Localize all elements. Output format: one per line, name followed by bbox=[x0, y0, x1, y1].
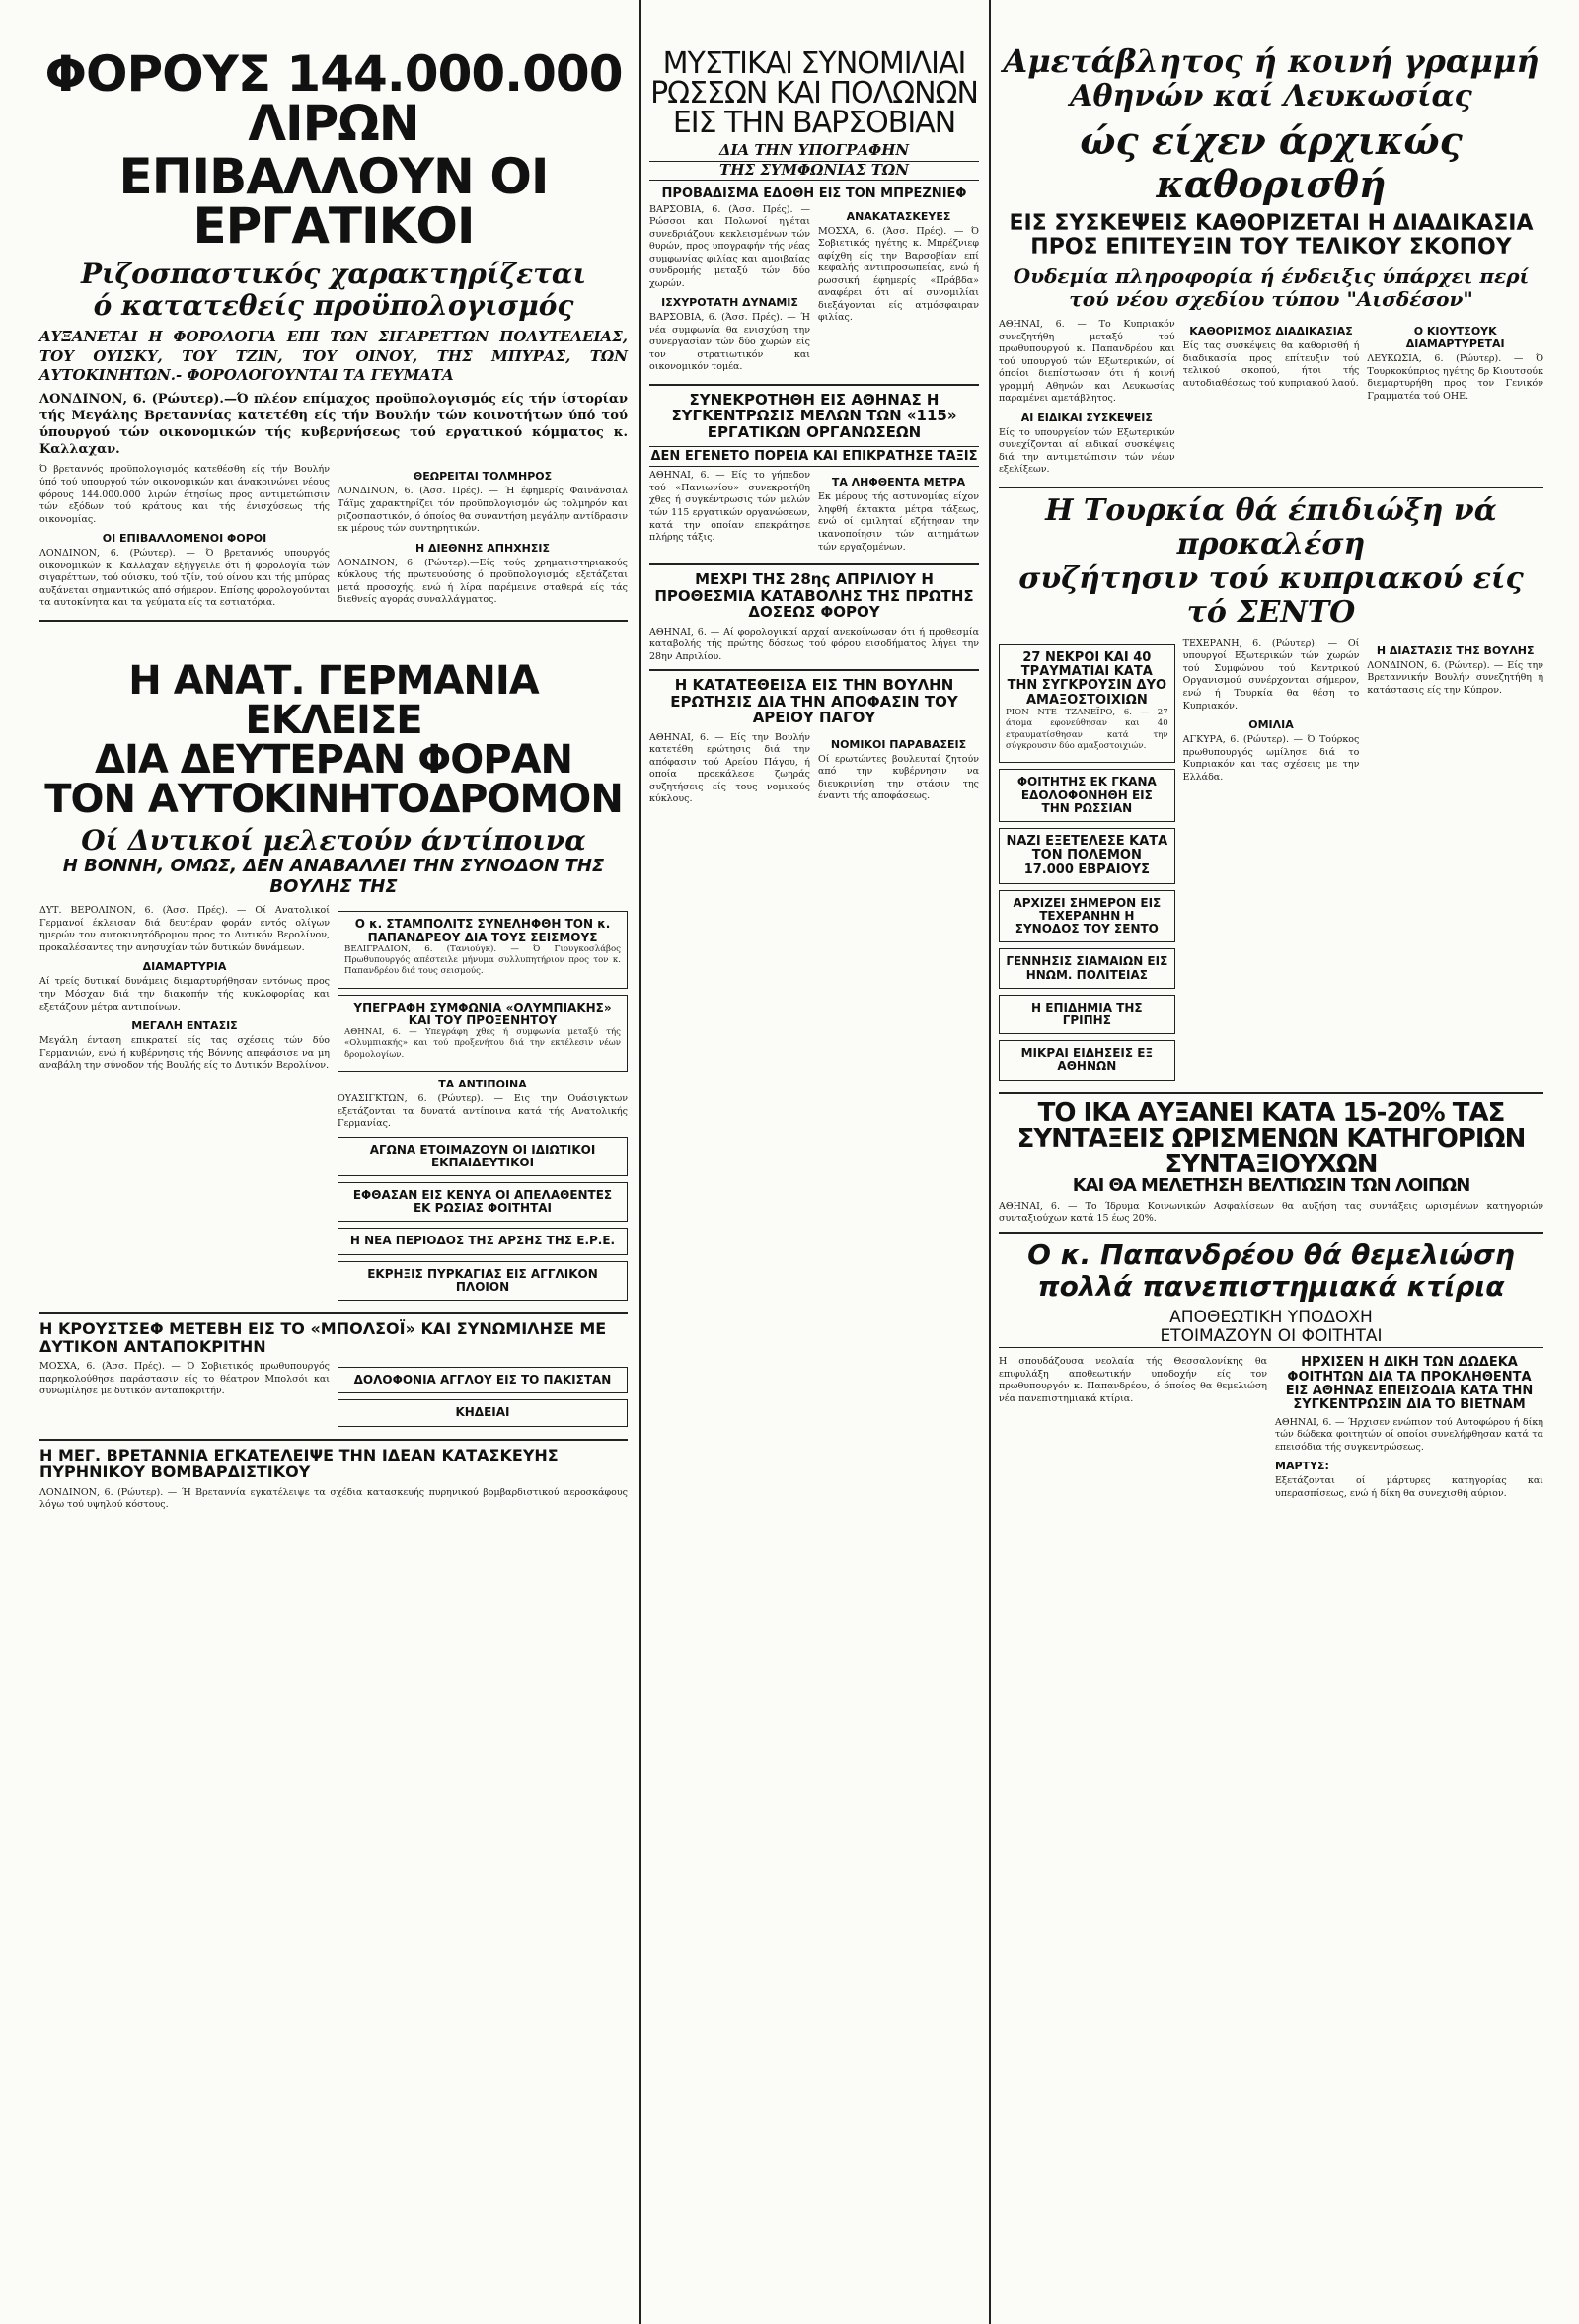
box-title: Η ΝΕΑ ΠΕΡΙΟΔΟΣ ΤΗΣ ΑΡΣΗΣ ΤΗΣ Ε.Ρ.Ε. bbox=[349, 1234, 616, 1248]
subheading: ΔΙΑΜΑΡΤΥΡΙΑ bbox=[142, 960, 227, 974]
news-box bbox=[338, 1182, 628, 1222]
column-middle bbox=[649, 0, 979, 810]
headline: Αθηνών καί Λευκωσίας bbox=[1070, 78, 1472, 113]
subheading: ΑΝΑΚΑΤΑΣΚΕΥΕΣ bbox=[846, 209, 951, 223]
box-title: ΜΙΚΡΑΙ ΕΙΔΗΣΕΙΣ ΕΞ ΑΘΗΝΩΝ bbox=[1020, 1046, 1154, 1074]
headline: Η Τουρκία θά έπιδιώξη νά προκαλέση bbox=[1045, 492, 1497, 562]
headline: Η ΑΝΑΤ. ΓΕΡΜΑΝΙΑ ΕΚΛΕΙΣΕ bbox=[128, 657, 539, 743]
paragraph: ΑΘΗΝΑΙ, 6. — Αί φορολογικαί αρχαί ανεκοίνωσαν ότι ή προθεσμία καταβολής τής πρώτης δόσεως τού φόρου εισοδήματος λήγει την 28ην Απριλίου. bbox=[649, 626, 979, 662]
paragraph: Ό βρεταννός προϋπολογισμός κατεθέσθη είς τήν Βουλήν ύπό τού υπουργού τών οικονομικών και άνακοινώνει νέους φόρους 144.000.000 λιρών έτησίως προς αντιμετώπισιν τών εξόδων τού κράτους και τής ένισχύσεως τής οικονομίας. bbox=[39, 464, 330, 525]
news-box bbox=[338, 911, 628, 988]
headline: ΤΟΝ ΑΥΤΟΚΙΝΗΤΟΔΡΟΜΟΝ bbox=[44, 776, 623, 822]
box-title: ΕΚΡΗΞΙΣ ΠΥΡΚΑΓΙΑΣ ΕΙΣ ΑΓΓΛΙΚΟΝ ΠΛΟΙΟΝ bbox=[367, 1266, 598, 1294]
divider bbox=[39, 1312, 628, 1314]
news-box bbox=[338, 995, 628, 1072]
paragraph: ΜΟΣΧΑ, 6. (Άσσ. Πρές). — Ό Σοβιετικός ηγέτης κ. Μπρέζνιεφ αφίχθη είς την Βαρσοβίαν επί κεφαλής αντιπροσωπείας, ενώ ή ρωσσική έφημερίς «Πράβδα» αναφέρει ότι αί συνομιλίαι διεξάγονται είς ατμόσφαιραν φιλίας. bbox=[818, 225, 979, 324]
subheading: ΚΑΘΟΡΙΣΜΟΣ ΔΙΑΔΙΚΑΣΙΑΣ bbox=[1189, 325, 1353, 338]
subheading: ΙΣΧΥΡΟΤΑΤΗ ΔΥΝΑΜΙΣ bbox=[661, 296, 798, 310]
paragraph: ΑΘΗΝΑΙ, 6. — Το Κυπριακόν συνεζητήθη μεταξύ τού πρωθυπουργού κ. Παπανδρέου και τού υπουργού τών Εξωτερικών, οί όποίοι διεπίστωσαν ότι ή κοινή γραμμή Αθηνών και Λευκωσίας παραμένει αμετάβλητος. bbox=[999, 319, 1175, 405]
headline: ΗΡΧΙΣΕΝ Η ΔΙΚΗ ΤΩΝ ΔΩΔΕΚΑ ΦΟΙΤΗΤΩΝ ΔΙΑ ΤΑ ΠΡΟΚΛΗΘΕΝΤΑ ΕΙΣ ΑΘΗΝΑΣ ΕΠΕΙΣΟΔΙΑ ΚΑΤΑ ΤΗΝ ΣΥΓΚΕΝΤΡΩΣΙΝ ΔΙΑ ΤΟ ΒΙΕΤΝΑΜ bbox=[1285, 1355, 1534, 1413]
deck: ΠΡΟΣ ΕΠΙΤΕΥΞΙΝ ΤΟΥ ΤΕΛΙΚΟΥ ΣΚΟΠΟΥ bbox=[1030, 234, 1512, 260]
deck: Η ΒΟΝΝΗ, ΟΜΩΣ, ΔΕΝ ΑΝΑΒΑΛΛΕΙ ΤΗΝ ΣΥΝΟΔΟΝ ΤΗΣ ΒΟΥΛΗΣ ΤΗΣ bbox=[62, 855, 605, 897]
paragraph: Εκ μέρους τής αστυνομίας είχον ληφθή έκτακτα μέτρα τάξεως, ενώ οί ομιληταί εζήτησαν την ικανοποίησιν τών αιτημάτων τών εργαζομένων. bbox=[818, 491, 979, 553]
article-columns bbox=[39, 464, 628, 613]
paragraph: ΑΘΗΝΑΙ, 6. — Ήρχισεν ενώπιον τού Αυτοφώρου ή δίκη τών δώδεκα φοιτητών οί οποίοι συνελήφθησαν κατά τα επεισόδια τής συγκεντρώσεως. bbox=[1275, 1416, 1543, 1453]
deck: ΤΗΣ ΣΥΜΦΩΝΙΑΣ ΤΩΝ bbox=[649, 161, 979, 180]
news-box bbox=[999, 644, 1175, 764]
news-box bbox=[338, 1261, 628, 1301]
divider bbox=[999, 487, 1543, 488]
subheading: ΘΕΩΡΕΙΤΑΙ ΤΟΛΜΗΡΟΣ bbox=[413, 470, 553, 484]
paragraph: ΛΟΝΔΙΝΟΝ, 6. (Ρώυτερ). — Ή Βρεταννία εγκατέλειψε τα σχέδια κατασκευής πυρηνικού βομβαρδιστικού αεροσκάφους λόγω τού υψηλού κόστους. bbox=[39, 1486, 628, 1511]
news-box bbox=[999, 995, 1175, 1034]
divider bbox=[999, 1232, 1543, 1234]
headline: ΔΙΑ ΔΕΥΤΕΡΑΝ ΦΟΡΑΝ bbox=[94, 736, 572, 783]
subheading: Ο ΚΙΟΥΤΣΟΥΚ ΔΙΑΜΑΡΤΥΡΕΤΑΙ bbox=[1405, 325, 1505, 351]
column-rule bbox=[989, 0, 991, 2324]
paragraph: ΜΟΣΧΑ, 6. (Άσσ. Πρές). — Ό Σοβιετικός πρωθυπουργός παρηκολούθησε παράστασιν είς το θέατρον Μπολσόι και συνωμίλησε με δυτικόν ανταποκριτήν. bbox=[39, 1361, 330, 1397]
box-title: ΓΕΝΝΗΣΙΣ ΣΙΑΜΑΙΩΝ ΕΙΣ ΗΝΩΜ. ΠΟΛΙΤΕΙΑΣ bbox=[1006, 954, 1168, 982]
deck: Οί Δυτικοί μελετούν άντίποινα bbox=[81, 823, 586, 857]
paragraph: ΛΟΝΔΙΝΟΝ, 6. (Άσσ. Πρές). — Ή έφημερίς Φαϊνάνσιαλ Τάϊμς χαρακτηρίζει τόν προϋπολογισμόν ώς τολμηρόν και ριζοσπαστικόν, ό όποίος θα συναντήση μεγάλην αντίδρασιν εκ μέρους τών συντηρητικών. bbox=[338, 486, 628, 535]
headline: Η ΜΕΓ. ΒΡΕΤΑΝΝΙΑ ΕΓΚΑΤΕΛΕΙΨΕ ΤΗΝ ΙΔΕΑΝ ΚΑΤΑΣΚΕΥΗΣ ΠΥΡΗΝΙΚΟΥ ΒΟΜΒΑΡΔΙΣΤΙΚΟΥ bbox=[39, 1445, 559, 1482]
news-box bbox=[338, 1228, 628, 1254]
article-columns bbox=[649, 470, 979, 558]
headline: ΡΩΣΣΩΝ ΚΑΙ ΠΟΛΩΝΩΝ bbox=[650, 76, 978, 111]
subheading: ΠΡΟΒΑΔΙΣΜΑ ΕΔΟΘΗ ΕΙΣ ΤΟΝ ΜΠΡΕΖΝΙΕΦ bbox=[661, 186, 967, 201]
paragraph: ΑΓΚΥΡΑ, 6. (Ρώυτερ). — Ό Τούρκος πρωθυπουργός ωμίλησε διά το Κυπριακόν και τας σχέσεις με την Ελλάδα. bbox=[1182, 734, 1360, 783]
lede: ΑΥΞΑΝΕΤΑΙ Η ΦΟΡΟΛΟΓΙΑ ΕΠΙ ΤΩΝ ΣΙΓΑΡΕΤΤΩΝ ΠΟΛΥΤΕΛΕΙΑΣ, ΤΟΥ ΟΥΙΣΚΥ, ΤΟΥ ΤΖΙΝ, ΤΟΥ ΟΙΝΟΥ, ΤΗΣ ΜΠΥΡΑΣ, ΤΩΝ ΑΥΤΟΚΙΝΗΤΩΝ.- ΦΟΡΟΛΟΓΟΥΝΤΑΙ ΤΑ ΓΕΥΜΑΤΑ bbox=[39, 328, 628, 385]
deck: ΑΠΟΘΕΩΤΙΚΗ ΥΠΟΔΟΧΗ bbox=[1169, 1308, 1373, 1328]
subheading: ΝΟΜΙΚΟΙ ΠΑΡΑΒΑΣΕΙΣ bbox=[830, 737, 967, 751]
headline: Η ΚΑΤΑΤΕΘΕΙΣΑ ΕΙΣ ΤΗΝ ΒΟΥΛΗΝ ΕΡΩΤΗΣΙΣ ΔΙΑ ΤΗΝ ΑΠΟΦΑΣΙΝ ΤΟΥ ΑΡΕΙΟΥ ΠΑΓΟΥ bbox=[670, 676, 958, 727]
article-columns bbox=[999, 638, 1543, 1087]
paragraph: ΒΑΡΣΟΒΙΑ, 6. (Άσσ. Πρές). — Ρώσσοι και Πολωνοί ηγέται συνεδριάζουν κεκλεισμένων τών θυρών, προς υπογραφήν τής νέας συμφωνίας φιλίας και αμοιβαίας συνδρομής μεταξύ τών δύο χωρών. bbox=[649, 203, 810, 289]
box-title: ΥΠΕΓΡΑΦΗ ΣΥΜΦΩΝΙΑ «ΟΛΥΜΠΙΑΚΗΣ» ΚΑΙ ΤΟΥ ΠΡΟΞΕΝΗΤΟΥ bbox=[353, 1000, 612, 1027]
subheading: Η ΔΙΑΣΤΑΣΙΣ ΤΗΣ ΒΟΥΛΗΣ bbox=[1376, 643, 1535, 657]
headline: ΕΙΣ ΤΗΝ ΒΑΡΣΟΒΙΑΝ bbox=[672, 106, 956, 140]
news-box bbox=[338, 1399, 628, 1426]
news-box bbox=[999, 890, 1175, 943]
deck: ό κατατεθείς προϋπολογισμός bbox=[93, 289, 574, 323]
news-box bbox=[338, 1137, 628, 1176]
paragraph: ΑΘΗΝΑΙ, 6. — Είς το γήπεδον τού «Πανιωνίου» συνεκροτήθη χθες ή συγκέντρωσις τών μελών τών 115 εργατικών οργανώσεων, κατά την οποίαν επεκράτησε πλήρης τάξις. bbox=[649, 470, 810, 544]
subheading: ΤΑ ΛΗΦΘΕΝΤΑ ΜΕΤΡΑ bbox=[831, 476, 966, 489]
headline: ΕΠΙΒΑΛΛΟΥΝ ΟΙ ΕΡΓΑΤΙΚΟΙ bbox=[118, 148, 549, 255]
headline: πολλά πανεπιστημιακά κτίρια bbox=[1037, 1269, 1505, 1303]
deck: ΔΙΑ ΤΗΝ ΥΠΟΓΡΑΦΗΝ bbox=[718, 141, 910, 159]
headline: ΚΑΙ ΘΑ ΜΕΛΕΤΗΣΗ ΒΕΛΤΙΩΣΙΝ ΤΩΝ ΛΟΙΠΩΝ bbox=[1072, 1174, 1470, 1196]
headline: ΣΥΝΕΚΡΟΤΗΘΗ ΕΙΣ ΑΘΗΝΑΣ Η ΣΥΓΚΕΝΤΡΩΣΙΣ ΜΕΛΩΝ ΤΩΝ «115» ΕΡΓΑΤΙΚΩΝ ΟΡΓΑΝΩΣΕΩΝ bbox=[671, 390, 957, 441]
box-text: ΡΙΟΝ ΝΤΕ ΤΖΑΝΕΪΡΟ, 6. — 27 άτομα εφονεύθησαν και 40 ετραυματίσθησαν κατά την σύγκρουσιν δύο αμαξοστοιχιών. bbox=[1006, 708, 1168, 752]
paragraph: Μεγάλη ένταση επικρατεί είς τας σχέσεις τών δύο Γερμανιών, ενώ ή κυβέρνησις τής Βόννης απεφάσισε να μη αναβάλη την σύνοδον τής Βουλής είς το Δυτικόν Βερολίνον. bbox=[39, 1035, 330, 1072]
box-title: ΕΦΘΑΣΑΝ ΕΙΣ ΚΕΝΥΑ ΟΙ ΑΠΕΛΑΘΕΝΤΕΣ ΕΚ ΡΩΣΙΑΣ ΦΟΙΤΗΤΑΙ bbox=[352, 1188, 613, 1216]
deck: ΕΤΟΙΜΑΖΟΥΝ ΟΙ ΦΟΙΤΗΤΑΙ bbox=[999, 1327, 1543, 1349]
box-title: ΦΟΙΤΗΤΗΣ ΕΚ ΓΚΑΝΑ ΕΔΟΛΟΦΟΝΗΘΗ ΕΙΣ ΤΗΝ ΡΩΣΣΙΑΝ bbox=[1016, 775, 1157, 815]
news-box bbox=[999, 769, 1175, 822]
divider bbox=[649, 563, 979, 565]
divider bbox=[39, 620, 628, 622]
divider bbox=[649, 669, 979, 671]
paragraph: Αί τρείς δυτικαί δυνάμεις διεμαρτυρήθησαν εντόνως προς την Μόσχαν διά την διακοπήν τής κυκλοφορίας και εξετάζουν μέτρα αντιποίνων. bbox=[39, 976, 330, 1012]
headline: ώς είχεν άρχικώς καθορισθή bbox=[1080, 118, 1463, 206]
paragraph: Εξετάζονται οί μάρτυρες κατηγορίας και υπερασπίσεως, ενώ ή δίκη θα συνεχισθή αύριον. bbox=[1275, 1475, 1543, 1499]
paragraph: ΛΟΝΔΙΝΟΝ, 6. (Ρώυτερ). — Ό βρεταννός υπουργός οικονομικών κ. Καλλαχαν εξήγγειλε ότι ή φορολογία τών σιγαρέττων, τού ούισκυ, τού τζίν, τού οίνου και τής μπύρας αυξάνεται σημαντικώς από σήμερον. Επίσης φορολογούνται τα αυτοκίνητα και τα γεύματα είς τα εστιατόρια. bbox=[39, 548, 330, 609]
paragraph: Οί ερωτώντες βουλευταί ζητούν από την κυβέρνησιν να διευκρινίση την στάσιν της έναντι τής αποφάσεως. bbox=[818, 753, 979, 802]
lead-paragraph: ΛΟΝΔΙΝΟΝ, 6. (Ρώυτερ).—Ό πλέον επίμαχος προϋπολογισμός είς τήν ίστορίαν τής Μεγάλης Βρεταννίας κατετέθη είς τήν Βουλήν τών κοινοτήτων ύπό τού ύπουργού τών οικονομικών τής κυβερνήσεως τού εργατικού κόμματος κ. Καλλαχαν. bbox=[39, 391, 628, 457]
headline: Αμετάβλητος ή κοινή γραμμή bbox=[1003, 42, 1540, 80]
news-box bbox=[999, 1040, 1175, 1080]
paragraph: ΤΕΧΕΡΑΝΗ, 6. (Ρώυτερ). — Οί υπουργοί Εξωτερικών τών χωρών τού Συμφώνου τού Κεντρικού Οργανισμού συνέρχονται σήμερον, ενώ ή Τουρκία θα θέση το Κυπριακόν. bbox=[1182, 637, 1360, 712]
headline: ΦΟΡΟΥΣ 144.000.000 ΛΙΡΩΝ bbox=[44, 45, 623, 152]
column-left bbox=[39, 0, 628, 1516]
subheading: ΜΕΓΑΛΗ ΕΝΤΑΣΙΣ bbox=[131, 1019, 238, 1033]
headline: συζήτησιν τού κυπριακού είς τό ΣΕΝΤΟ bbox=[1018, 561, 1524, 631]
article-columns bbox=[649, 732, 979, 810]
paragraph: Η σπουδάζουσα νεολαία τής Θεσσαλονίκης θα επιφυλάξη αποθεωτικήν υποδοχήν είς τον πρωθυπουργόν κ. Παπανδρέου, ό όποίος θα θεμελιώση νέα πανεπιστημιακά κτίρια. bbox=[999, 1356, 1267, 1404]
paragraph: ΑΘΗΝΑΙ, 6. — Το Ίδρυμα Κοινωνικών Ασφαλίσεων θα αυξήση τας συντάξεις ωρισμένων κατηγοριών συνταξιούχων κατά 15 έως 20%. bbox=[999, 1200, 1543, 1225]
article-columns bbox=[39, 1361, 628, 1432]
divider bbox=[39, 1439, 628, 1441]
divider bbox=[649, 384, 979, 386]
article-columns bbox=[649, 204, 979, 378]
paragraph: ΔΥΤ. ΒΕΡΟΛΙΝΟΝ, 6. (Άσσ. Πρές). — Οί Ανατολικοί Γερμανοί έκλεισαν διά δευτέραν φοράν εντός ολίγων ημερών τον αυτοκινητόδρομον προς το Δυτικόν Βερολίνον, προκαλέσαντες την ανησυχίαν τών δυτικών δυνάμεων. bbox=[39, 905, 330, 953]
divider bbox=[999, 1092, 1543, 1094]
box-title: 27 ΝΕΚΡΟΙ ΚΑΙ 40 ΤΡΑΥΜΑΤΙΑΙ ΚΑΤΑ ΤΗΝ ΣΥΓΚΡΟΥΣΙΝ ΔΥΟ ΑΜΑΞΟΣΤΟΙΧΙΩΝ bbox=[1007, 649, 1167, 708]
news-box bbox=[999, 948, 1175, 988]
deck: ΕΙΣ ΣΥΣΚΕΨΕΙΣ ΚΑΘΟΡΙΖΕΤΑΙ Η ΔΙΑΔΙΚΑΣΙΑ bbox=[1009, 210, 1534, 236]
box-title: ΑΡΧΙΖΕΙ ΣΗΜΕΡΟΝ ΕΙΣ ΤΕΧΕΡΑΝΗΝ Η ΣΥΝΟΔΟΣ ΤΟΥ ΣΕΝΤΟ bbox=[1013, 895, 1162, 937]
box-text: ΑΘΗΝΑΙ, 6. — Υπεγράφη χθες ή συμφωνία μεταξύ τής «Ολυμπιακής» και τού προξενήτου διά την εκτέλεσιν νέων δρομολογίων. bbox=[344, 1027, 621, 1060]
article-columns bbox=[39, 905, 628, 1307]
deck: Ριζοσπαστικός χαρακτηρίζεται bbox=[80, 258, 587, 290]
paragraph: Είς τας συσκέψεις θα καθορισθή ή διαδικασία προς επίτευξιν τού τελικού σκοπού, ήτοι τής αυτοδιαθέσεως τού κυπριακού λαού. bbox=[1182, 340, 1360, 389]
box-title: Η ΕΠΙΔΗΜΙΑ ΤΗΣ ΓΡΙΠΗΣ bbox=[1031, 1000, 1143, 1028]
paragraph: Είς το υπουργείον τών Εξωτερικών συνεχίζονται αί ειδικαί συσκέψεις διά την αντιμετώπισιν τών νέων εξελίξεων. bbox=[999, 426, 1175, 476]
subheading: ΟΜΙΛΙΑ bbox=[1248, 718, 1294, 732]
news-box bbox=[338, 1367, 628, 1393]
headline: Ο κ. Παπανδρέου θά θεμελιώση bbox=[1027, 1237, 1515, 1271]
article-columns bbox=[999, 1356, 1543, 1504]
box-title: ΔΟΛΟΦΟΝΙΑ ΑΓΓΛΟΥ ΕΙΣ ΤΟ ΠΑΚΙΣΤΑΝ bbox=[353, 1373, 612, 1387]
headline: ΜΥΣΤΙΚΑΙ ΣΥΝΟΜΙΛΙΑΙ bbox=[662, 46, 966, 81]
deck: Ουδεμία πληροφορία ή ένδειξις ύπάρχει περί τού νέου σχεδίου τύπου "Αισδέσον" bbox=[1013, 264, 1530, 312]
column-right bbox=[999, 0, 1543, 1504]
box-title: Ο κ. ΣΤΑΜΠΟΛΙΤΣ ΣΥΝΕΛΗΦΘΗ ΤΟΝ κ. ΠΑΠΑΝΔΡΕΟΥ ΔΙΑ ΤΟΥΣ ΣΕΙΣΜΟΥΣ bbox=[354, 917, 611, 944]
paragraph: ΑΘΗΝΑΙ, 6. — Είς την Βουλήν κατετέθη ερώτησις διά την απόφασιν τού Αρείου Πάγου, ή οποία προεκάλεσε ζωηράς συζητήσεις είς τους νομικούς κύκλους. bbox=[649, 731, 810, 805]
box-text: ΒΕΛΙΓΡΑΔΙΟΝ, 6. (Τανιούγκ). — Ό Γιουγκοσλάβος Πρωθυπουργός απέστειλε μήνυμα συλλυπητήριον προς τον κ. Παπανδρέου διά τους σεισμούς. bbox=[344, 943, 621, 977]
headline: Η ΚΡΟΥΣΤΣΕΦ ΜΕΤΕΒΗ ΕΙΣ ΤΟ «ΜΠΟΛΣΟΪ» ΚΑΙ ΣΥΝΩΜΙΛΗΣΕ ΜΕ ΔΥΤΙΚΟΝ ΑΝΤΑΠΟΚΡΙΤΗΝ bbox=[39, 1319, 607, 1356]
subheading: ΔΕΝ ΕΓΕΝΕΤΟ ΠΟΡΕΙΑ ΚΑΙ ΕΠΙΚΡΑΤΗΣΕ ΤΑΞΙΣ bbox=[649, 446, 979, 467]
headline: ΤΟ ΙΚΑ ΑΥΞΑΝΕΙ ΚΑΤΑ 15-20% ΤΑΣ ΣΥΝΤΑΞΕΙΣ ΩΡΙΣΜΕΝΩΝ ΚΑΤΗΓΟΡΙΩΝ ΣΥΝΤΑΞΙΟΥΧΩΝ bbox=[1016, 1097, 1526, 1179]
subheading: ΤΑ ΑΝΤΙΠΟΙΝΑ bbox=[438, 1078, 527, 1091]
paragraph: ΟΥΑΣΙΓΚΤΩΝ, 6. (Ρώυτερ). — Εις την Ουάσιγκτων εξετάζονται τα δυνατά αντίποινα κατά τής Ανατολικής Γερμανίας. bbox=[338, 1093, 628, 1130]
news-box bbox=[999, 828, 1175, 884]
paragraph: ΛΟΝΔΙΝΟΝ, 6. (Ρώυτερ). — Είς την Βρεταννικήν Βουλήν συνεζητήθη ή κατάστασις είς την Κύπρον. bbox=[1367, 659, 1544, 696]
subheading: ΑΙ ΕΙΔΙΚΑΙ ΣΥΣΚΕΨΕΙΣ bbox=[1020, 411, 1153, 424]
paragraph: ΛΟΝΔΙΝΟΝ, 6. (Ρώυτερ).—Είς τούς χρηματιστηριακούς κύκλους τής πρωτευούσης ό προϋπολογισμός εξετάζεται μετά προσοχής, ενώ ή λίρα παρέμεινε σταθερά είς τάς διεθνείς αγοράς συναλλάγματος. bbox=[338, 557, 628, 606]
article-columns bbox=[999, 319, 1543, 481]
paragraph: ΛΕΥΚΩΣΙΑ, 6. (Ρώυτερ). — Ό Τουρκοκύπριος ηγέτης δρ Κιουτσούκ διεμαρτυρήθη προς τον Γενικόν Γραμματέα τού ΟΗΕ. bbox=[1367, 353, 1544, 402]
paragraph: ΒΑΡΣΟΒΙΑ, 6. (Άσσ. Πρές). — Ή νέα συμφωνία θα ενισχύση την συνεργασίαν τών δύο χωρών είς τον στρατιωτικόν και οικονομικόν τομέα. bbox=[649, 312, 810, 373]
box-title: ΚΗΔΕΙΑΙ bbox=[455, 1405, 510, 1420]
subheading: ΟΙ ΕΠΙΒΑΛΛΟΜΕΝΟΙ ΦΟΡΟΙ bbox=[102, 532, 267, 546]
column-rule bbox=[639, 0, 641, 2324]
subheading: ΜΑΡΤΥΣ: bbox=[1275, 1460, 1329, 1473]
box-title: ΑΓΩΝΑ ΕΤΟΙΜΑΖΟΥΝ ΟΙ ΙΔΙΩΤΙΚΟΙ ΕΚΠΑΙΔΕΥΤΙΚΟΙ bbox=[369, 1142, 596, 1169]
headline: ΜΕΧΡΙ ΤΗΣ 28ης ΑΠΡΙΛΙΟΥ Η ΠΡΟΘΕΣΜΙΑ ΚΑΤΑΒΟΛΗΣ ΤΗΣ ΠΡΩΤΗΣ ΔΟΣΕΩΣ ΦΟΡΟΥ bbox=[654, 570, 974, 622]
box-title: ΝΑΖΙ ΕΞΕΤΕΛΕΣΕ ΚΑΤΑ ΤΟΝ ΠΟΛΕΜΟΝ 17.000 ΕΒΡΑΙΟΥΣ bbox=[1006, 834, 1168, 877]
subheading: Η ΔΙΕΘΝΗΣ ΑΠΗΧΗΣΙΣ bbox=[415, 541, 550, 555]
